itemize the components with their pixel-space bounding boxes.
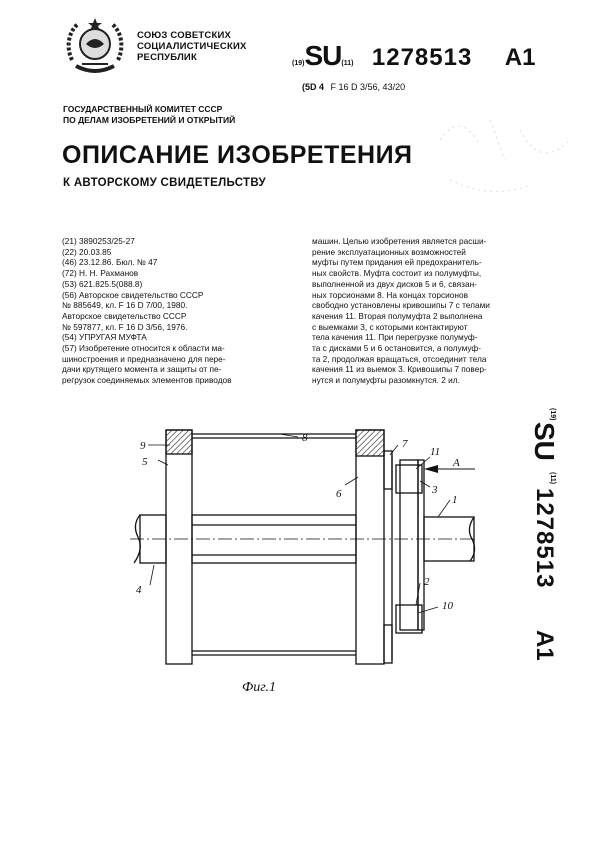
biblio-line: (72) Н. Н. Рахманов: [62, 268, 139, 279]
label-9: 9: [140, 440, 146, 452]
document-subtitle: К АВТОРСКОМУ СВИДЕТЕЛЬСТВУ: [63, 177, 266, 189]
abstract-line: выполненной из двух дисков 5 и 6, связан-: [312, 278, 477, 289]
document-title: ОПИСАНИЕ ИЗОБРЕТЕНИЯ: [62, 141, 413, 169]
margin-publication-number: [520, 408, 560, 678]
country-code: SU: [304, 40, 342, 71]
abstract-line: та с дисками 5 и 6 остановится, а полумуф-: [312, 343, 482, 354]
biblio-line: дачи крутящего момента и защиты от пе-: [62, 364, 222, 375]
ipc-codes: F 16 D 3/56, 43/20: [330, 82, 406, 92]
biblio-line: (57) Изобретение относится к области ма-: [62, 343, 225, 354]
figure-caption: Фиг.1: [242, 680, 277, 695]
union-line: СОЦИАЛИСТИЧЕСКИХ: [137, 41, 247, 52]
biblio-line: (53) 621.825.5(088.8): [62, 278, 143, 289]
label-7: 7: [402, 438, 408, 450]
label-8: 8: [302, 432, 308, 444]
biblio-line: (54) УПРУГАЯ МУФТА: [62, 332, 147, 343]
biblio-line: (22) 20.03.85: [62, 246, 112, 257]
scan-artifact: [430, 100, 580, 220]
ipc-classification: [302, 82, 405, 92]
label-2: 2: [424, 576, 430, 588]
ussr-coat-of-arms-icon: [62, 14, 128, 80]
abstract-line: нутся и полумуфты разомкнутся. 2 ил.: [312, 375, 460, 386]
code-19: (19): [292, 60, 305, 67]
abstract-line: та 2, продолжая вращаться, отсоединит тела: [312, 353, 487, 364]
code-51: (5D 4: [302, 82, 325, 92]
label-11: 11: [430, 446, 441, 458]
label-4: 4: [136, 584, 142, 596]
biblio-line: (46) 23.12.86. Бюл. № 47: [62, 257, 158, 268]
patent-number: 1278513: [371, 44, 473, 71]
committee-name: [63, 104, 235, 126]
bibliographic-data: [62, 236, 306, 386]
margin-code-19: (19): [549, 408, 556, 421]
committee-line: ПО ДЕЛАМ ИЗОБРЕТЕНИЙ И ОТКРЫТИЙ: [63, 115, 236, 125]
margin-country: SU: [529, 422, 560, 461]
abstract-line: свободно установлены кривошипы 7 с телами: [312, 300, 490, 311]
margin-patent-number: 1278513: [531, 488, 558, 589]
label-10: 10: [442, 600, 453, 612]
abstract-line: качения 11. Вторая полумуфта 2 выполнена: [312, 310, 483, 321]
abstract-line: рение эксплуатационных возможностей: [312, 246, 466, 257]
code-11: (11): [341, 60, 354, 67]
coupling-drawing: [120, 425, 480, 680]
abstract-line: ных торсионами 8. На концах торсионов: [312, 289, 468, 300]
biblio-line: (21) 3890253/25-27: [62, 236, 135, 246]
biblio-line: шиностроения и предназначено для пере-: [62, 353, 226, 364]
abstract-line: ных свойств. Муфта состоит из полумуфты,: [312, 268, 482, 279]
abstract-text: [312, 236, 522, 386]
biblio-line: (56) Авторское свидетельство СССР: [62, 289, 204, 300]
biblio-line: № 885649, кл. F 16 D 7/00, 1980.: [62, 300, 188, 311]
abstract-line: муфты путем придания ей предохранитель-: [312, 257, 482, 268]
union-line: РЕСПУБЛИК: [137, 52, 197, 63]
union-line: СОЮЗ СОВЕТСКИХ: [137, 30, 232, 41]
margin-code-11: (11): [549, 472, 556, 485]
biblio-line: Авторское свидетельство СССР: [62, 310, 187, 321]
abstract-line: качения 11 из выемок 3. Кривошипы 7 повер-: [312, 364, 487, 375]
label-a: A: [453, 457, 460, 469]
union-name: [137, 30, 247, 63]
committee-line: ГОСУДАРСТВЕННЫЙ КОМИТЕТ СССР: [63, 104, 223, 114]
biblio-line: регрузок соединяемых элементов приводов: [62, 375, 232, 386]
kind-code: A1: [504, 44, 536, 71]
label-5: 5: [142, 456, 148, 468]
publication-number: [292, 40, 535, 70]
biblio-line: № 597877, кл. F 16 D 3/56, 1976.: [62, 321, 188, 332]
abstract-line: с выемками 3, с которыми контактируют: [312, 321, 468, 332]
abstract-line: тела качения 11. При перегрузке полумуф-: [312, 332, 478, 343]
margin-kind: A1: [531, 630, 558, 661]
label-6: 6: [336, 488, 342, 500]
label-3: 3: [432, 484, 438, 496]
abstract-line: машин. Целью изобретения является расши-: [312, 236, 487, 246]
label-1: 1: [452, 494, 458, 506]
